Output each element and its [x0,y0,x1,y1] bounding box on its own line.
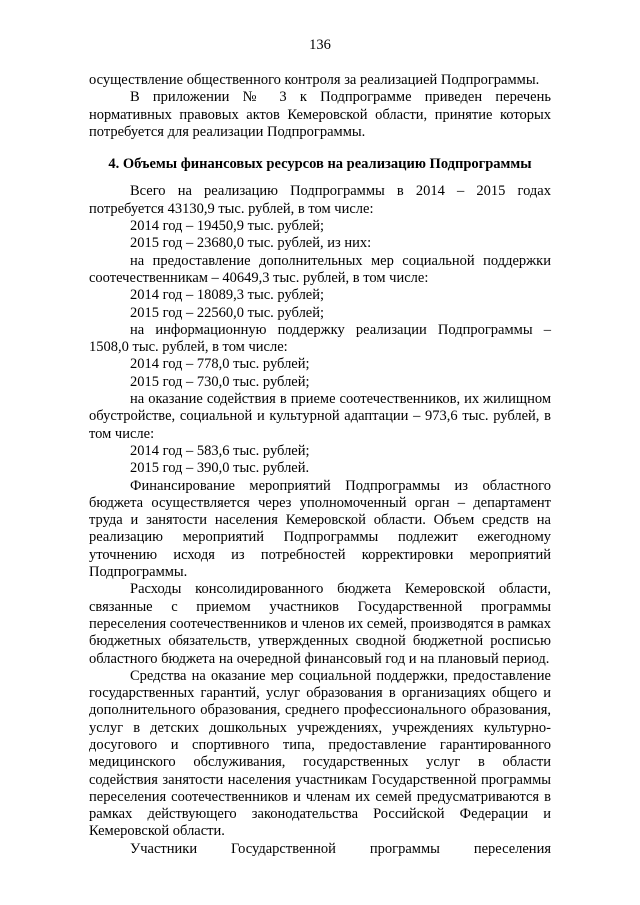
paragraph: Всего на реализацию Подпрограммы в 2014 – 2015 годах потребуется 43130,9 тыс. рублей, в том числе: [89,183,551,217]
document-body [89,72,551,858]
paragraph: 2014 год – 778,0 тыс. рублей; [130,356,310,373]
paragraph: Расходы консолидированного бюджета Кемеровской области, связанные с приемом участников Государственной программы переселения соотечественников и членов их семей, производятся в рамках бюджетных обязательств, утвержденных сводной бюджетной росписью областного бюджета на очередной финансовый год и на плановый период. [89,581,551,667]
section-heading: 4. Объемы финансовых ресурсов на реализацию Подпрограммы [108,156,532,173]
paragraph: 2015 год – 390,0 тыс. рублей. [130,460,310,477]
paragraph: Средства на оказание мер социальной поддержки, предоставление государственных гарантий, услуг образования в организациях общего и дополнительного образования, среднего профессионального образования, услуг в детских дошкольных учреждениях, учреждениях культурно-досугового и спортивного типа, предоставление гарантированного медицинского обслуживания, государственных услуг в области содействия занятости населения участникам Государственной программы переселения соотечественников и членам их семей предусматриваются в рамках действующего законодательства Российской Федерации и Кемеровской области. [89,667,551,840]
paragraph: 2015 год – 730,0 тыс. рублей; [130,373,310,390]
paragraph: 2014 год – 583,6 тыс. рублей; [130,442,310,459]
paragraph: 2015 год – 23680,0 тыс. рублей, из них: [130,235,372,252]
paragraph: 2014 год – 18089,3 тыс. рублей; [130,287,325,304]
paragraph: В приложении № 3 к Подпрограмме приведен перечень нормативных правовых актов Кемеровской области, принятие которых потребуется для реализации Подпрограммы. [89,89,551,140]
paragraph: Участники Государственной программы переселения [130,840,551,857]
paragraph: на предоставление дополнительных мер социальной поддержки соотечественникам – 40649,3 тыс. рублей, в том числе: [89,252,551,286]
page-number: 136 [309,37,331,53]
paragraph: 2015 год – 22560,0 тыс. рублей; [130,304,325,321]
paragraph: осуществление общественного контроля за реализацией Подпрограммы. [89,72,540,88]
paragraph: 2014 год – 19450,9 тыс. рублей; [130,218,325,235]
paragraph: Финансирование мероприятий Подпрограммы из областного бюджета осуществляется через уполномоченный орган – департамент труда и занятости населения Кемеровской области. Объем средств на реализацию мероприятий Подпрограммы подлежит ежегодному уточнению исходя из потребностей корректировки мероприятий Подпрограммы. [89,477,551,581]
paragraph: на информационную поддержку реализации Подпрограммы – 1508,0 тыс. рублей, в том числе: [89,321,551,356]
paragraph: на оказание содействия в приеме соотечественников, их жилищном обустройстве, социальной и культурной адаптации – 973,6 тыс. рублей, в том числе: [89,391,551,442]
